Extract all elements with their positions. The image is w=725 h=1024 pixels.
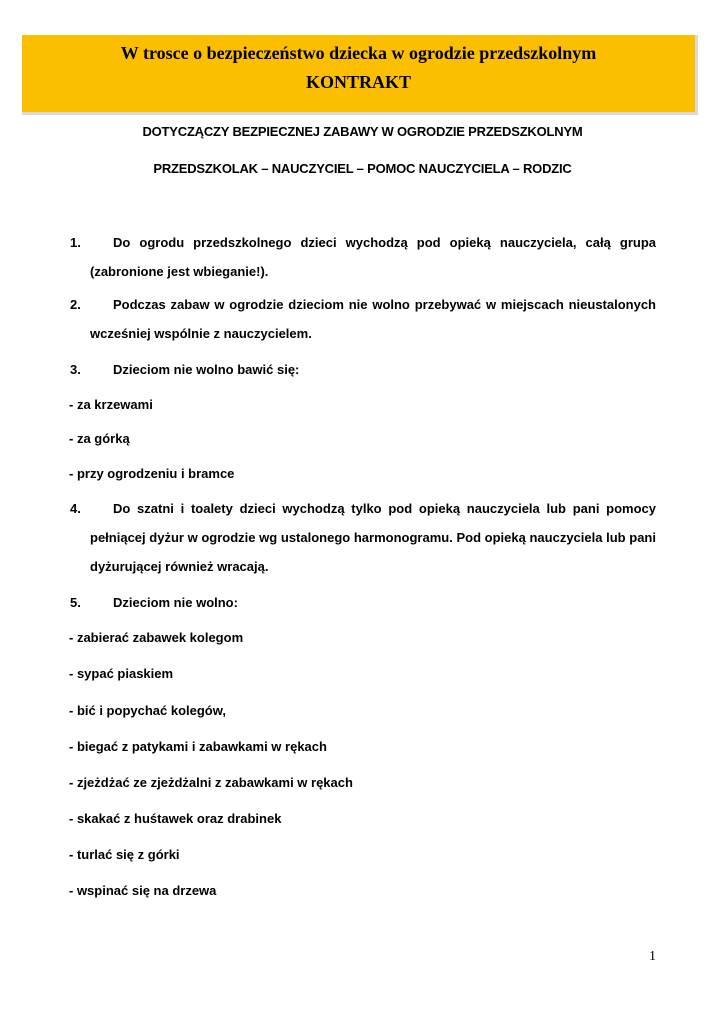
- list-item: - za górką: [69, 431, 130, 446]
- item-text: Podczas zabaw w ogrodzie dzieciom nie wolno przebywać w miejscach nieustalonych wcześniej wspólnie z nauczycielem.: [90, 297, 656, 341]
- page-number: 1: [649, 949, 656, 964]
- list-item: - turlać się z górki: [69, 847, 180, 862]
- list-item: - przy ogrodzeniu i bramce: [69, 466, 235, 481]
- heading-topic: DOTYCZĄCZY BEZPIECZNEJ ZABAWY W OGRODZIE PRZEDSZKOLNYM: [142, 124, 583, 139]
- item-text: Do szatni i toalety dzieci wychodzą tylko pod opieką nauczyciela lub pani pomocy pełniącej dyżur w ogrodzie wg ustalonego harmonogramu. Pod opieką nauczyciela lub pani dyżurującej również wracają.: [90, 501, 656, 574]
- banner-subtitle: KONTRAKT: [305, 72, 411, 92]
- item-number: 4.: [70, 501, 81, 516]
- banner-title: W trosce o bezpieczeństwo dziecka w ogrodzie przedszkolnym: [120, 43, 597, 63]
- list-item: - zjeżdżać ze zjeżdżalni z zabawkami w rękach: [69, 775, 353, 790]
- title-banner: [22, 35, 698, 115]
- item-number: 1.: [70, 235, 81, 250]
- list-item: - zabierać zabawek kolegom: [69, 630, 244, 645]
- list-item: - skakać z huśtawek oraz drabinek: [69, 811, 282, 826]
- item-number: 2.: [70, 297, 81, 312]
- list-item: - bić i popychać kolegów,: [69, 703, 226, 718]
- list-item: - za krzewami: [69, 397, 153, 412]
- item-text: Dzieciom nie wolno bawić się:: [113, 362, 300, 377]
- list-item: - sypać piaskiem: [69, 666, 174, 681]
- heading-parties: PRZEDSZKOLAK – NAUCZYCIEL – POMOC NAUCZYCIELA – RODZIC: [153, 161, 572, 176]
- list-item: - wspinać się na drzewa: [69, 883, 217, 898]
- item-text: Do ogrodu przedszkolnego dzieci wychodzą pod opieką nauczyciela, całą grupa (zabronione jest wbieganie!).: [90, 235, 656, 279]
- item-number: 3.: [70, 362, 81, 377]
- item-number: 5.: [70, 595, 81, 610]
- list-item: - biegać z patykami i zabawkami w rękach: [69, 739, 327, 754]
- item-text: Dzieciom nie wolno:: [113, 595, 238, 610]
